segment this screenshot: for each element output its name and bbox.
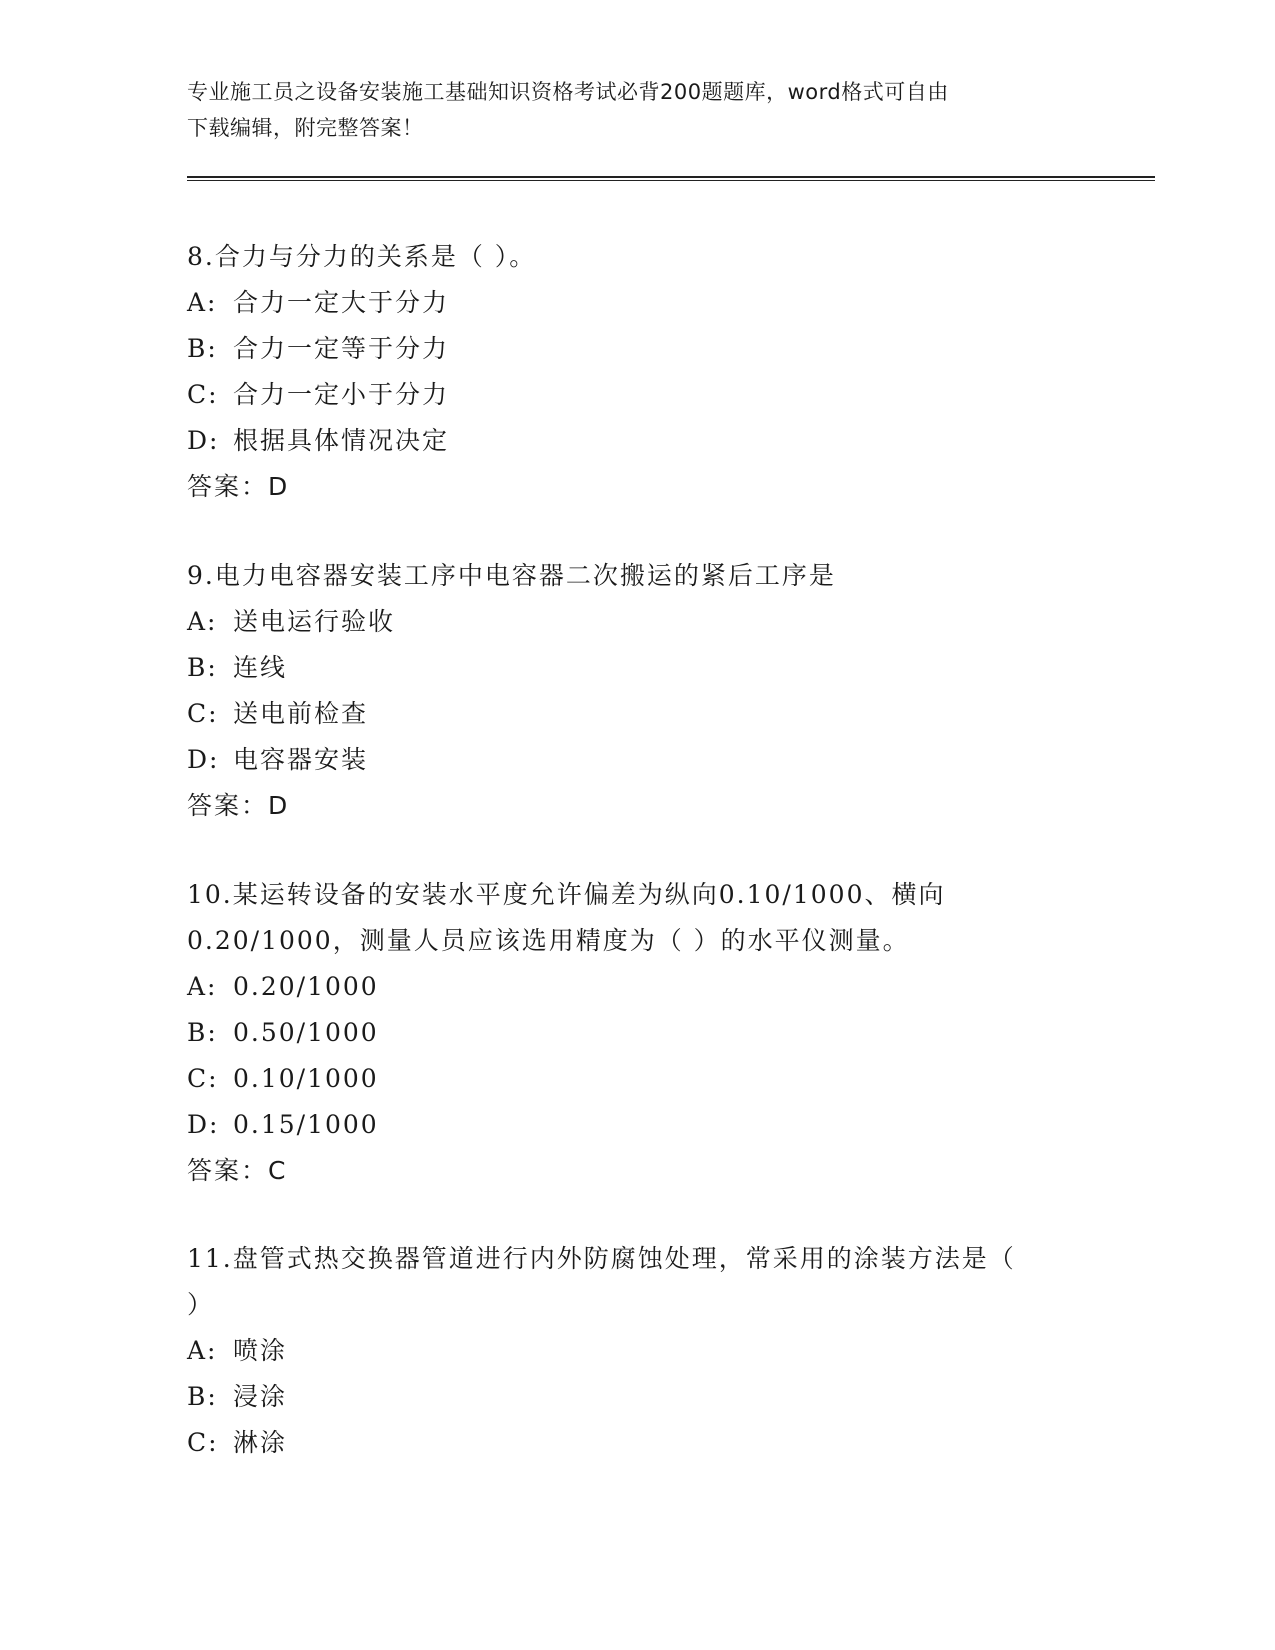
option-a xyxy=(187,599,1117,645)
answer-line: 答案：C xyxy=(187,1156,288,1185)
question-8 xyxy=(187,234,1117,510)
option-text: 喷涂 xyxy=(233,1336,288,1365)
option-text: 0.50/1000 xyxy=(233,1018,379,1047)
option-text: 合力一定小于分力 xyxy=(233,380,450,409)
option-c xyxy=(187,691,1117,737)
option-key: C: xyxy=(187,699,219,728)
option-text: 连线 xyxy=(233,653,288,682)
question-stem-continued: ） xyxy=(187,1290,215,1319)
option-d xyxy=(187,418,1117,464)
option-text: 0.10/1000 xyxy=(233,1064,379,1093)
option-text: 送电运行验收 xyxy=(233,607,396,636)
option-b xyxy=(187,645,1117,691)
option-key: B: xyxy=(187,653,218,682)
option-key: A: xyxy=(187,972,218,1001)
header-line-1: 专业施工员之设备安装施工基础知识资格考试必背200题题库，word格式可自由 xyxy=(187,80,949,104)
question-stem: 9.电力电容器安装工序中电容器二次搬运的紧后工序是 xyxy=(187,561,836,590)
option-text: 浸涂 xyxy=(233,1382,288,1411)
option-text: 根据具体情况决定 xyxy=(233,426,450,455)
answer-line: 答案：D xyxy=(187,791,290,820)
option-key: B: xyxy=(187,334,218,363)
option-text: 合力一定等于分力 xyxy=(233,334,450,363)
option-a xyxy=(187,1328,1117,1374)
question-11 xyxy=(187,1236,1117,1466)
option-a xyxy=(187,280,1117,326)
option-text: 淋涂 xyxy=(233,1428,288,1457)
option-key: A: xyxy=(187,1336,218,1365)
question-stem: 8.合力与分力的关系是（ ）。 xyxy=(187,242,537,271)
header-divider xyxy=(187,176,1155,181)
option-key: C: xyxy=(187,380,219,409)
answer-line: 答案：D xyxy=(187,472,290,501)
option-key: B: xyxy=(187,1382,218,1411)
option-c xyxy=(187,1056,1117,1102)
option-c xyxy=(187,1420,1117,1466)
option-key: C: xyxy=(187,1064,219,1093)
option-text: 电容器安装 xyxy=(233,745,369,774)
document-header xyxy=(187,74,1087,146)
option-b xyxy=(187,1374,1117,1420)
option-key: D: xyxy=(187,745,220,774)
header-line-2: 下载编辑，附完整答案！ xyxy=(187,116,424,140)
option-text: 合力一定大于分力 xyxy=(233,288,450,317)
option-b xyxy=(187,326,1117,372)
question-10 xyxy=(187,872,1117,1194)
option-key: A: xyxy=(187,288,218,317)
option-d xyxy=(187,737,1117,783)
option-c xyxy=(187,372,1117,418)
option-d xyxy=(187,1102,1117,1148)
option-a xyxy=(187,964,1117,1010)
option-key: C: xyxy=(187,1428,219,1457)
option-key: D: xyxy=(187,426,220,455)
option-key: A: xyxy=(187,607,218,636)
question-stem: 11.盘管式热交换器管道进行内外防腐蚀处理，常采用的涂装方法是（ xyxy=(187,1244,1016,1273)
question-9 xyxy=(187,553,1117,829)
option-text: 0.20/1000 xyxy=(233,972,379,1001)
option-key: D: xyxy=(187,1110,220,1139)
option-b xyxy=(187,1010,1117,1056)
option-text: 送电前检查 xyxy=(233,699,369,728)
question-stem: 10.某运转设备的安装水平度允许偏差为纵向0.10/1000、横向 xyxy=(187,880,946,909)
option-key: B: xyxy=(187,1018,218,1047)
question-stem-continued: 0.20/1000，测量人员应该选用精度为（ ）的水平仪测量。 xyxy=(187,926,910,955)
option-text: 0.15/1000 xyxy=(233,1110,379,1139)
